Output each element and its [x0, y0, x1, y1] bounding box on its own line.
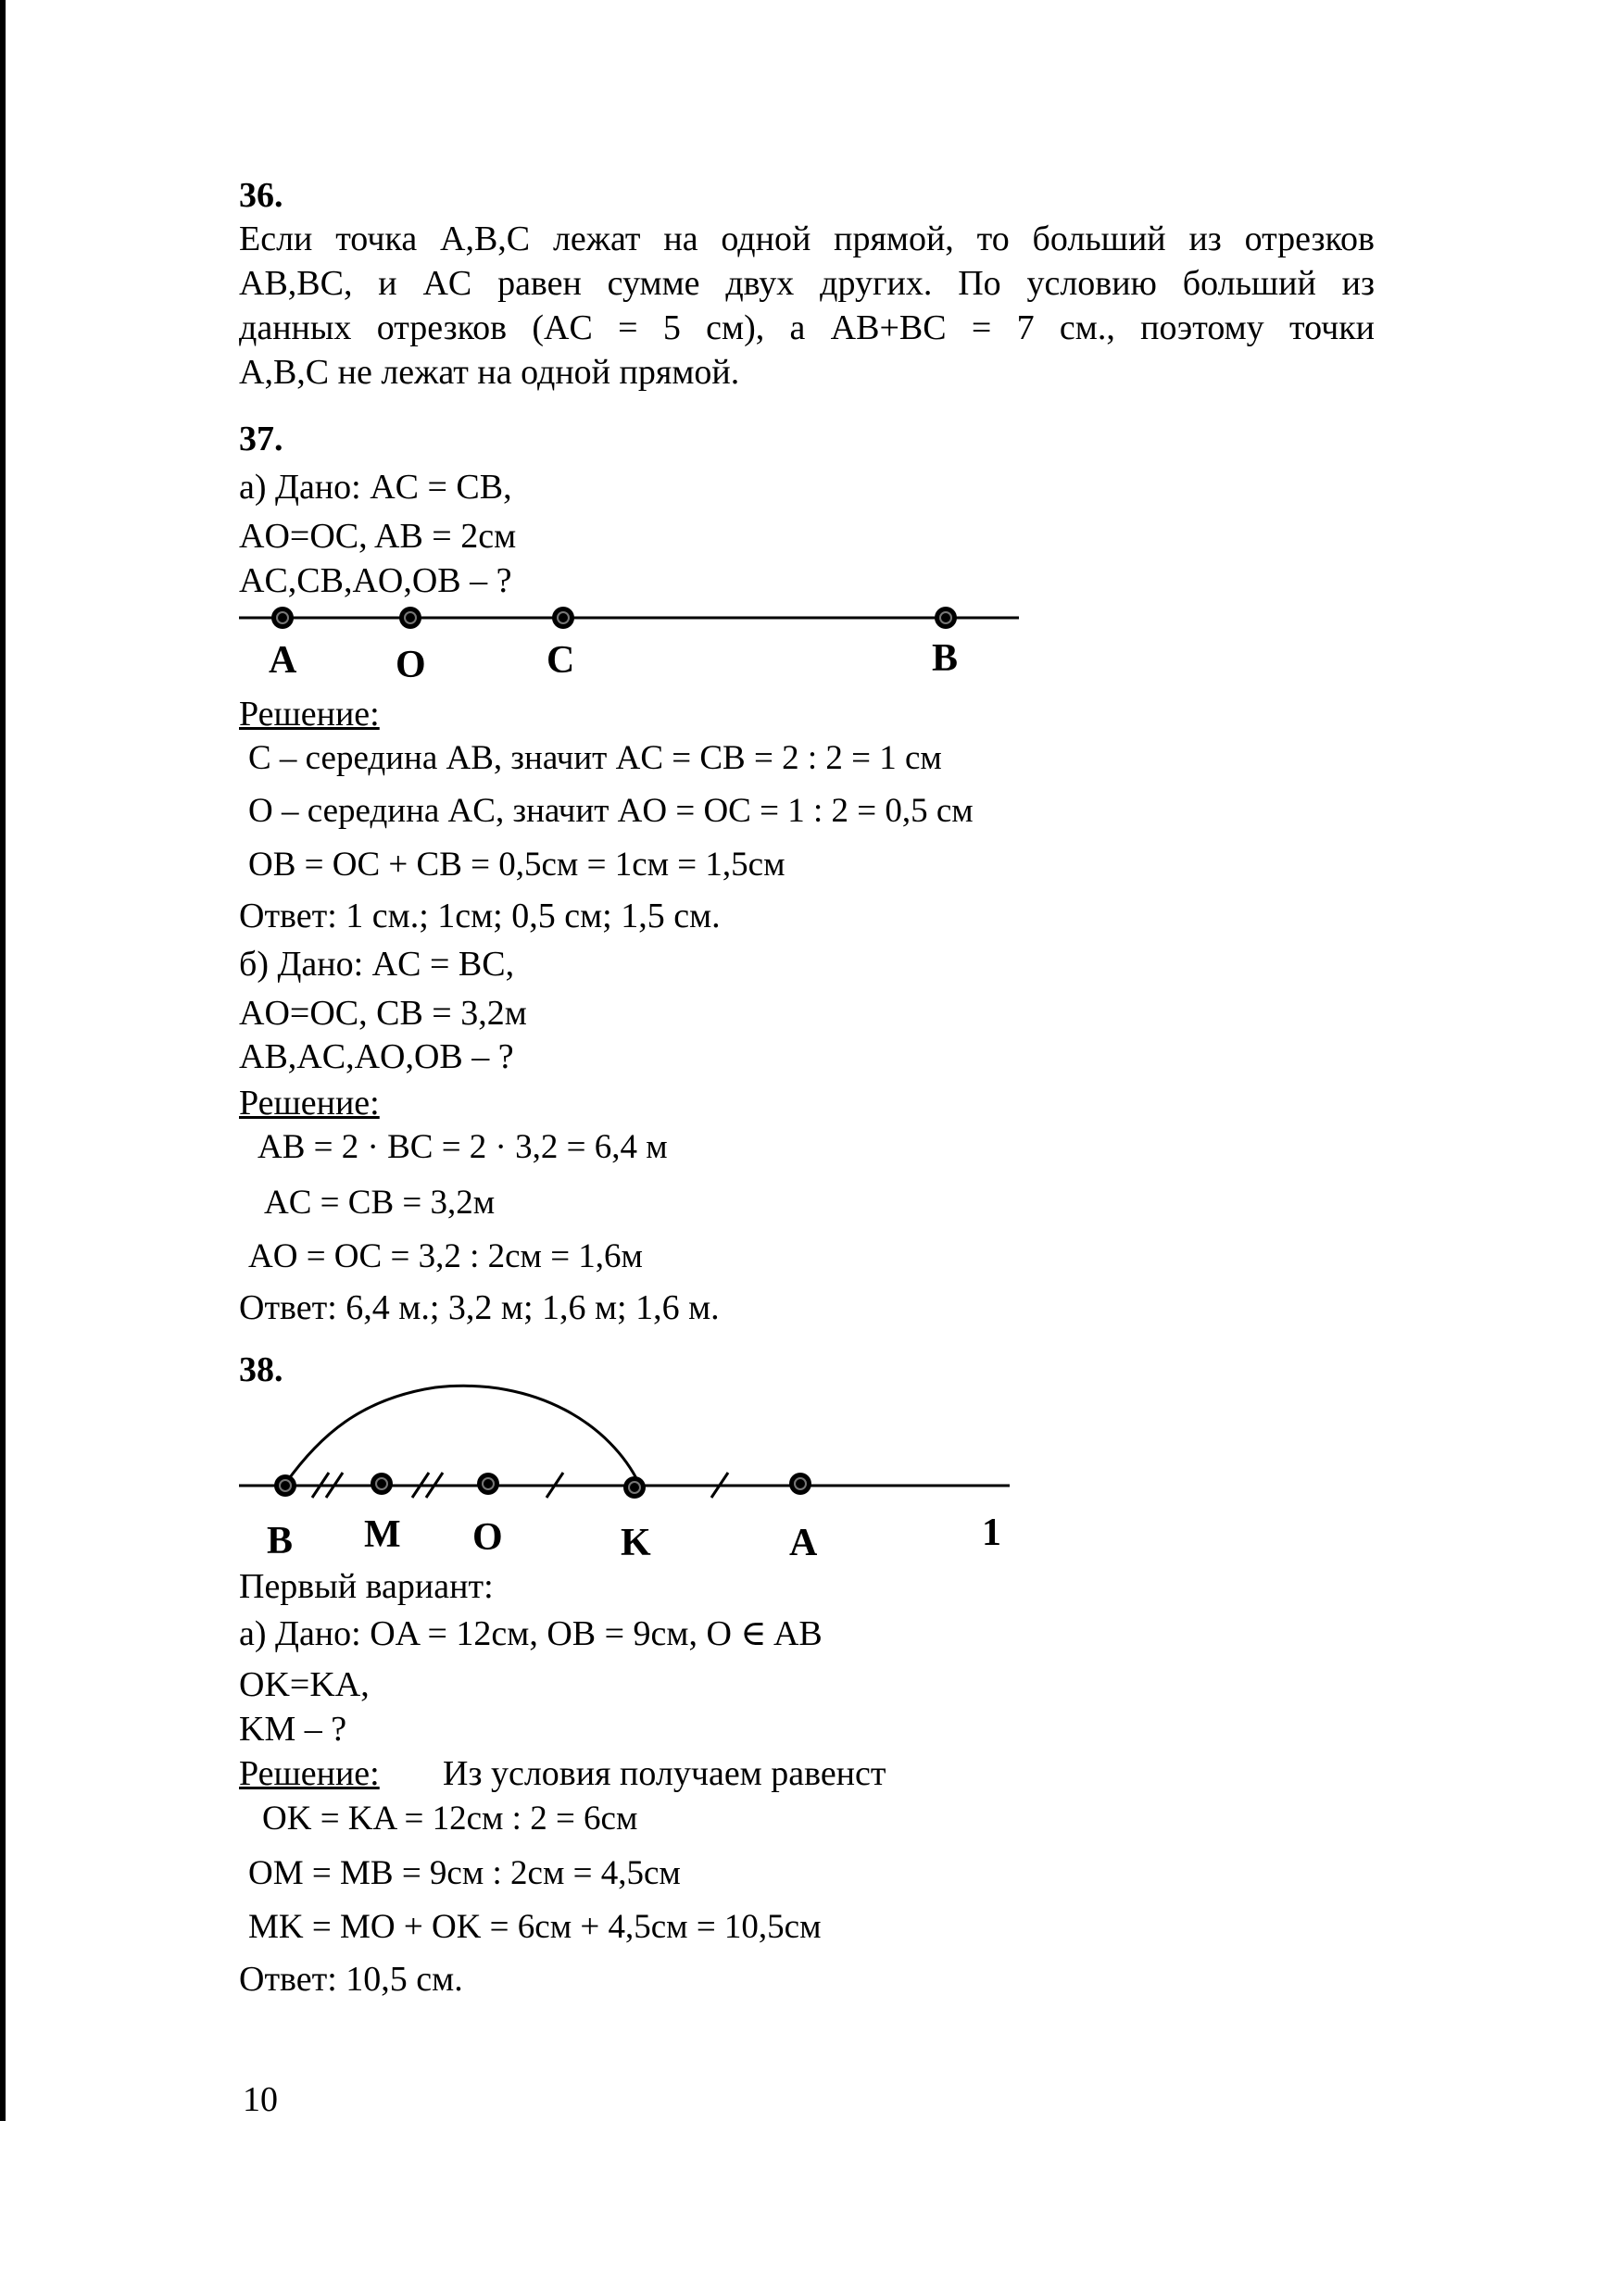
label-B: B [932, 637, 959, 680]
label-O: O [472, 1516, 503, 1559]
problem-37b-solution-label: Решение: [239, 1084, 380, 1123]
problem-38-solution-label: Решение: [239, 1754, 380, 1793]
page-edge-bar [0, 0, 6, 2121]
problem-37a-solution-3: OB = OC + CB = 0,5см = 1см = 1,5см [248, 846, 785, 884]
problem-38-answer: Ответ: 10,5 см. [239, 1960, 463, 1999]
problem-36-line-2: AB,BC, и AC равен сумме двух других. По условию больший из [239, 264, 1375, 303]
label-C: C [547, 639, 575, 682]
problem-37a-solution-label: Решение: [239, 695, 380, 734]
problem-37a-given-2: AO=OC, AB = 2см [239, 517, 517, 556]
problem-38-given-1: а) Дано: OA = 12см, OB = 9см, O ∈ AB [239, 1614, 823, 1653]
label-A: A [269, 639, 297, 682]
problem-38-solution-3: MK = MO + OK = 6см + 4,5см = 10,5см [248, 1908, 822, 1946]
problem-37b-given-1: б) Дано: AC = BC, [239, 945, 515, 984]
problem-37b-solution-2: AC = CB = 3,2м [264, 1184, 496, 1222]
problem-38-given-2: OK=KA, [239, 1665, 370, 1704]
label-K: K [621, 1522, 651, 1564]
problem-37a-solution-1: C – середина AB, значит AC = CB = 2 : 2 = 1 см [248, 739, 942, 777]
problem-37b-solution-1: AB = 2 · BC = 2 · 3,2 = 6,4 м [258, 1128, 668, 1166]
arc-BK [285, 1386, 639, 1484]
problem-38-solution-note: Из условия получаем равенст [443, 1754, 886, 1793]
label-1: 1 [982, 1512, 1001, 1554]
point-B [935, 607, 957, 629]
point-B [274, 1474, 296, 1497]
point-O [399, 607, 421, 629]
point-A [789, 1473, 811, 1495]
label-A: A [789, 1522, 818, 1564]
problem-38-solution-2: OM = MB = 9см : 2см = 4,5см [248, 1854, 681, 1892]
point-C [552, 607, 574, 629]
point-K [623, 1476, 646, 1499]
problem-37b-answer: Ответ: 6,4 м.; 3,2 м; 1,6 м; 1,6 м. [239, 1288, 720, 1327]
problem-36-line-4: A,B,C не лежат на одной прямой. [239, 353, 740, 392]
problem-36-line-1: Если точка A,B,C лежат на одной прямой, то больший из отрезков [239, 220, 1375, 258]
point-O [477, 1473, 499, 1495]
problem-38-given-3: KM – ? [239, 1710, 347, 1749]
problem-37a-given-3: AC,CB,AO,OB – ? [239, 561, 512, 600]
problem-38-solution-1: OK = KA = 12см : 2 = 6см [262, 1800, 638, 1838]
problem-37-segment-diagram [0, 593, 1621, 648]
point-M [371, 1473, 393, 1495]
point-A [271, 607, 294, 629]
problem-37-number: 37. [239, 420, 283, 458]
problem-37a-solution-2: O – середина AC, значит AO = OC = 1 : 2 = 0,5 см [248, 792, 974, 830]
problem-37b-given-2: AO=OC, CB = 3,2м [239, 994, 527, 1033]
problem-37b-given-3: AB,AC,AO,OB – ? [239, 1037, 514, 1076]
label-M: M [364, 1513, 401, 1556]
problem-38-number: 38. [239, 1350, 283, 1389]
problem-37a-answer: Ответ: 1 см.; 1см; 0,5 см; 1,5 см. [239, 897, 721, 935]
problem-38-segment-diagram [0, 1371, 1621, 1519]
page-number: 10 [243, 2080, 278, 2119]
problem-37b-solution-3: AO = OC = 3,2 : 2см = 1,6м [248, 1237, 643, 1275]
problem-38-variant: Первый вариант: [239, 1567, 494, 1606]
problem-36-line-3: данных отрезков (AC = 5 см), а AB+BC = 7 см., поэтому точки [239, 308, 1375, 347]
problem-37a-given-1: а) Дано: AC = CB, [239, 468, 512, 507]
problem-36-number: 36. [239, 176, 283, 215]
label-O: O [396, 644, 426, 686]
label-B: B [267, 1520, 294, 1562]
